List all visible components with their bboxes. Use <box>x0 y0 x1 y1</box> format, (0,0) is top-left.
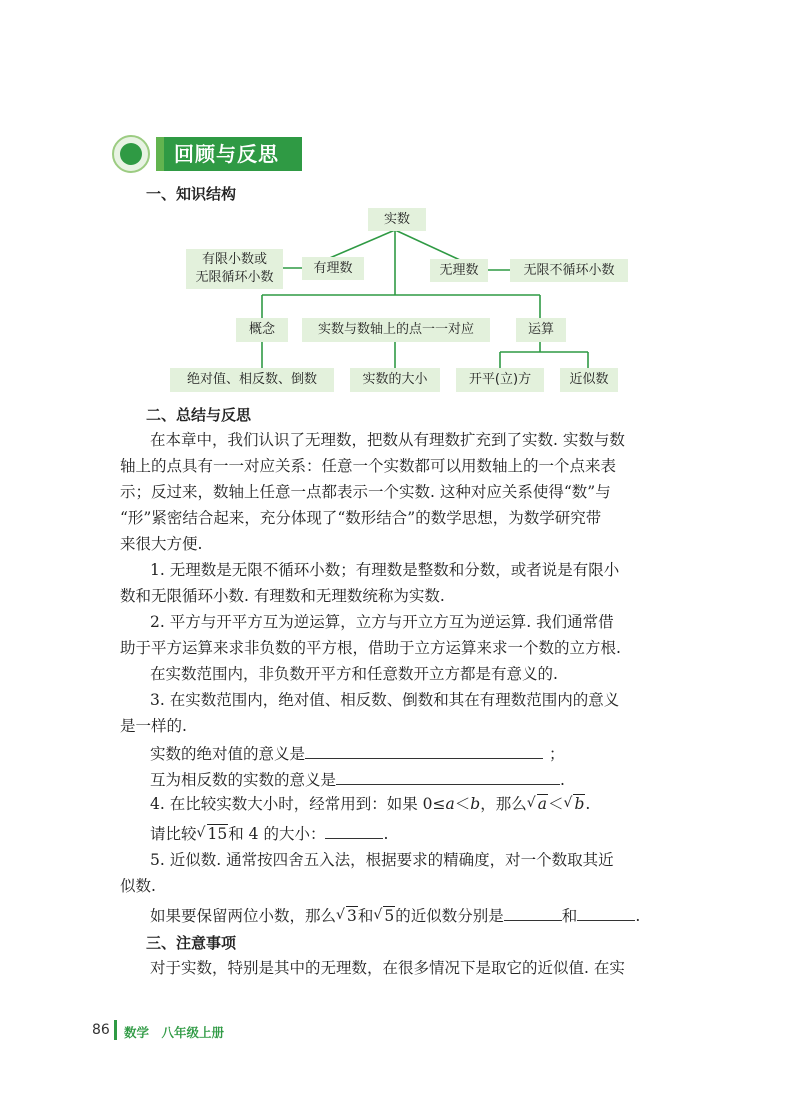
para-5-line: 5. 近似数. 通常按四舍五入法，根据要求的精确度，对一个数取其近 <box>150 851 614 869</box>
node-approx: 近似数 <box>560 368 618 392</box>
compare-blank[interactable] <box>325 822 383 839</box>
approx-label: 如果要保留两位小数，那么 <box>150 907 337 925</box>
opp-meaning-label: 互为相反数的实数的意义是 <box>150 771 337 789</box>
approx-blank-1[interactable] <box>504 904 562 921</box>
heading-knowledge-structure: 一、知识结构 <box>146 185 237 203</box>
compare-prompt <box>150 822 388 845</box>
sqrt-b: √ b <box>563 795 585 813</box>
node-finite-decimals-line1: 有限小数或 <box>201 252 267 267</box>
and-label-2: 和 <box>561 907 578 925</box>
and-label: 和 <box>357 907 374 925</box>
approx-end: . <box>635 907 641 925</box>
node-real-numbers: 实数 <box>368 208 426 231</box>
para-3-line: 是一样的. <box>120 717 187 735</box>
sqrt-3: √ 3 <box>336 907 357 925</box>
node-nonrepeating: 无限不循环小数 <box>510 259 628 282</box>
node-finite-decimals <box>186 249 283 289</box>
para-intro-line: 轴上的点具有一一对应关系：任意一个实数都可以用数轴上的一个点来表 <box>120 457 617 475</box>
less-than: ＜ <box>454 795 471 813</box>
book-title: 数学 八年级上册 <box>124 1025 225 1040</box>
heading-notes: 三、注意事项 <box>146 934 237 952</box>
para-2-line: 2. 平方与开平方互为逆运算，立方与开立方互为逆运算. 我们通常借 <box>150 613 614 631</box>
node-rational: 有理数 <box>302 257 364 280</box>
abs-meaning-end: ； <box>549 745 565 763</box>
approx-prompt <box>150 904 640 927</box>
para-2-line: 在实数范围内，非负数开平方和任意数开立方都是有意义的. <box>150 665 558 683</box>
para-intro-line: “形”紧密结合起来，充分体现了“数形结合”的数学思想，为数学研究带 <box>120 509 602 527</box>
para-4-then: ，那么 <box>480 795 527 813</box>
para-5-line: 似数. <box>120 877 156 895</box>
para-intro-line: 在本章中，我们认识了无理数，把数从有理数扩充到了实数. 实数与数 <box>150 431 625 449</box>
para-1-line: 数和无限循环小数. 有理数和无理数统称为实数. <box>120 587 445 605</box>
sqrt-15: √ 15 <box>196 825 228 843</box>
node-roots: 开平(立)方 <box>456 368 544 392</box>
node-compare: 实数的大小 <box>350 368 440 392</box>
abs-meaning-label: 实数的绝对值的意义是 <box>150 745 306 763</box>
footer-divider <box>114 1020 117 1040</box>
para-2-line: 助于平方运算来求非负数的平方根，借助于立方运算来求一个数的立方根. <box>120 639 621 657</box>
compare-label: 请比较 <box>150 825 197 843</box>
para-4-text: 4. 在比较实数大小时，经常用到：如果 0≤ <box>150 795 446 813</box>
compare-label-2: 和 4 的大小： <box>228 825 326 843</box>
para-4-line <box>150 794 590 815</box>
sqrt-a: √ a <box>526 795 547 813</box>
para-intro-line: 示；反过来，数轴上任意一点都表示一个实数. 这种对应关系使得“数”与 <box>120 483 611 501</box>
section-title: 回顾与反思 <box>156 137 302 171</box>
heading-summary: 二、总结与反思 <box>146 406 252 424</box>
node-operations: 运算 <box>516 318 566 342</box>
opp-meaning-end: . <box>560 771 565 789</box>
node-concept: 概念 <box>236 318 288 342</box>
abs-meaning-blank[interactable] <box>305 742 543 759</box>
page-number: 86 <box>92 1022 110 1038</box>
abs-meaning-prompt <box>150 742 565 765</box>
para-3-line: 3. 在实数范围内，绝对值、相反数、倒数和其在有理数范围内的意义 <box>150 691 620 709</box>
compare-end: . <box>383 825 389 843</box>
opp-meaning-blank[interactable] <box>336 768 560 785</box>
less-than: ＜ <box>547 795 564 813</box>
approx-blank-2[interactable] <box>577 904 635 921</box>
node-abs-opp-recip: 绝对值、相反数、倒数 <box>170 368 334 392</box>
para-6-line: 对于实数，特别是其中的无理数，在很多情况下是取它的近似值. 在实 <box>150 959 625 977</box>
sqrt-5: √ 5 <box>373 907 395 925</box>
para-1-line: 1. 无理数是无限不循环小数；有理数是整数和分数，或者说是有限小 <box>150 561 620 579</box>
para-4-end: . <box>585 795 591 813</box>
var-a: a <box>445 795 455 813</box>
approx-label-2: 的近似数分别是 <box>395 907 504 925</box>
para-intro-line: 来很大方便. <box>120 535 203 553</box>
var-b: b <box>470 795 481 813</box>
node-one-to-one: 实数与数轴上的点一一对应 <box>302 318 490 342</box>
node-finite-decimals-line2: 无限循环小数 <box>195 270 274 285</box>
node-irrational: 无理数 <box>430 259 488 282</box>
opp-meaning-prompt <box>150 768 565 791</box>
